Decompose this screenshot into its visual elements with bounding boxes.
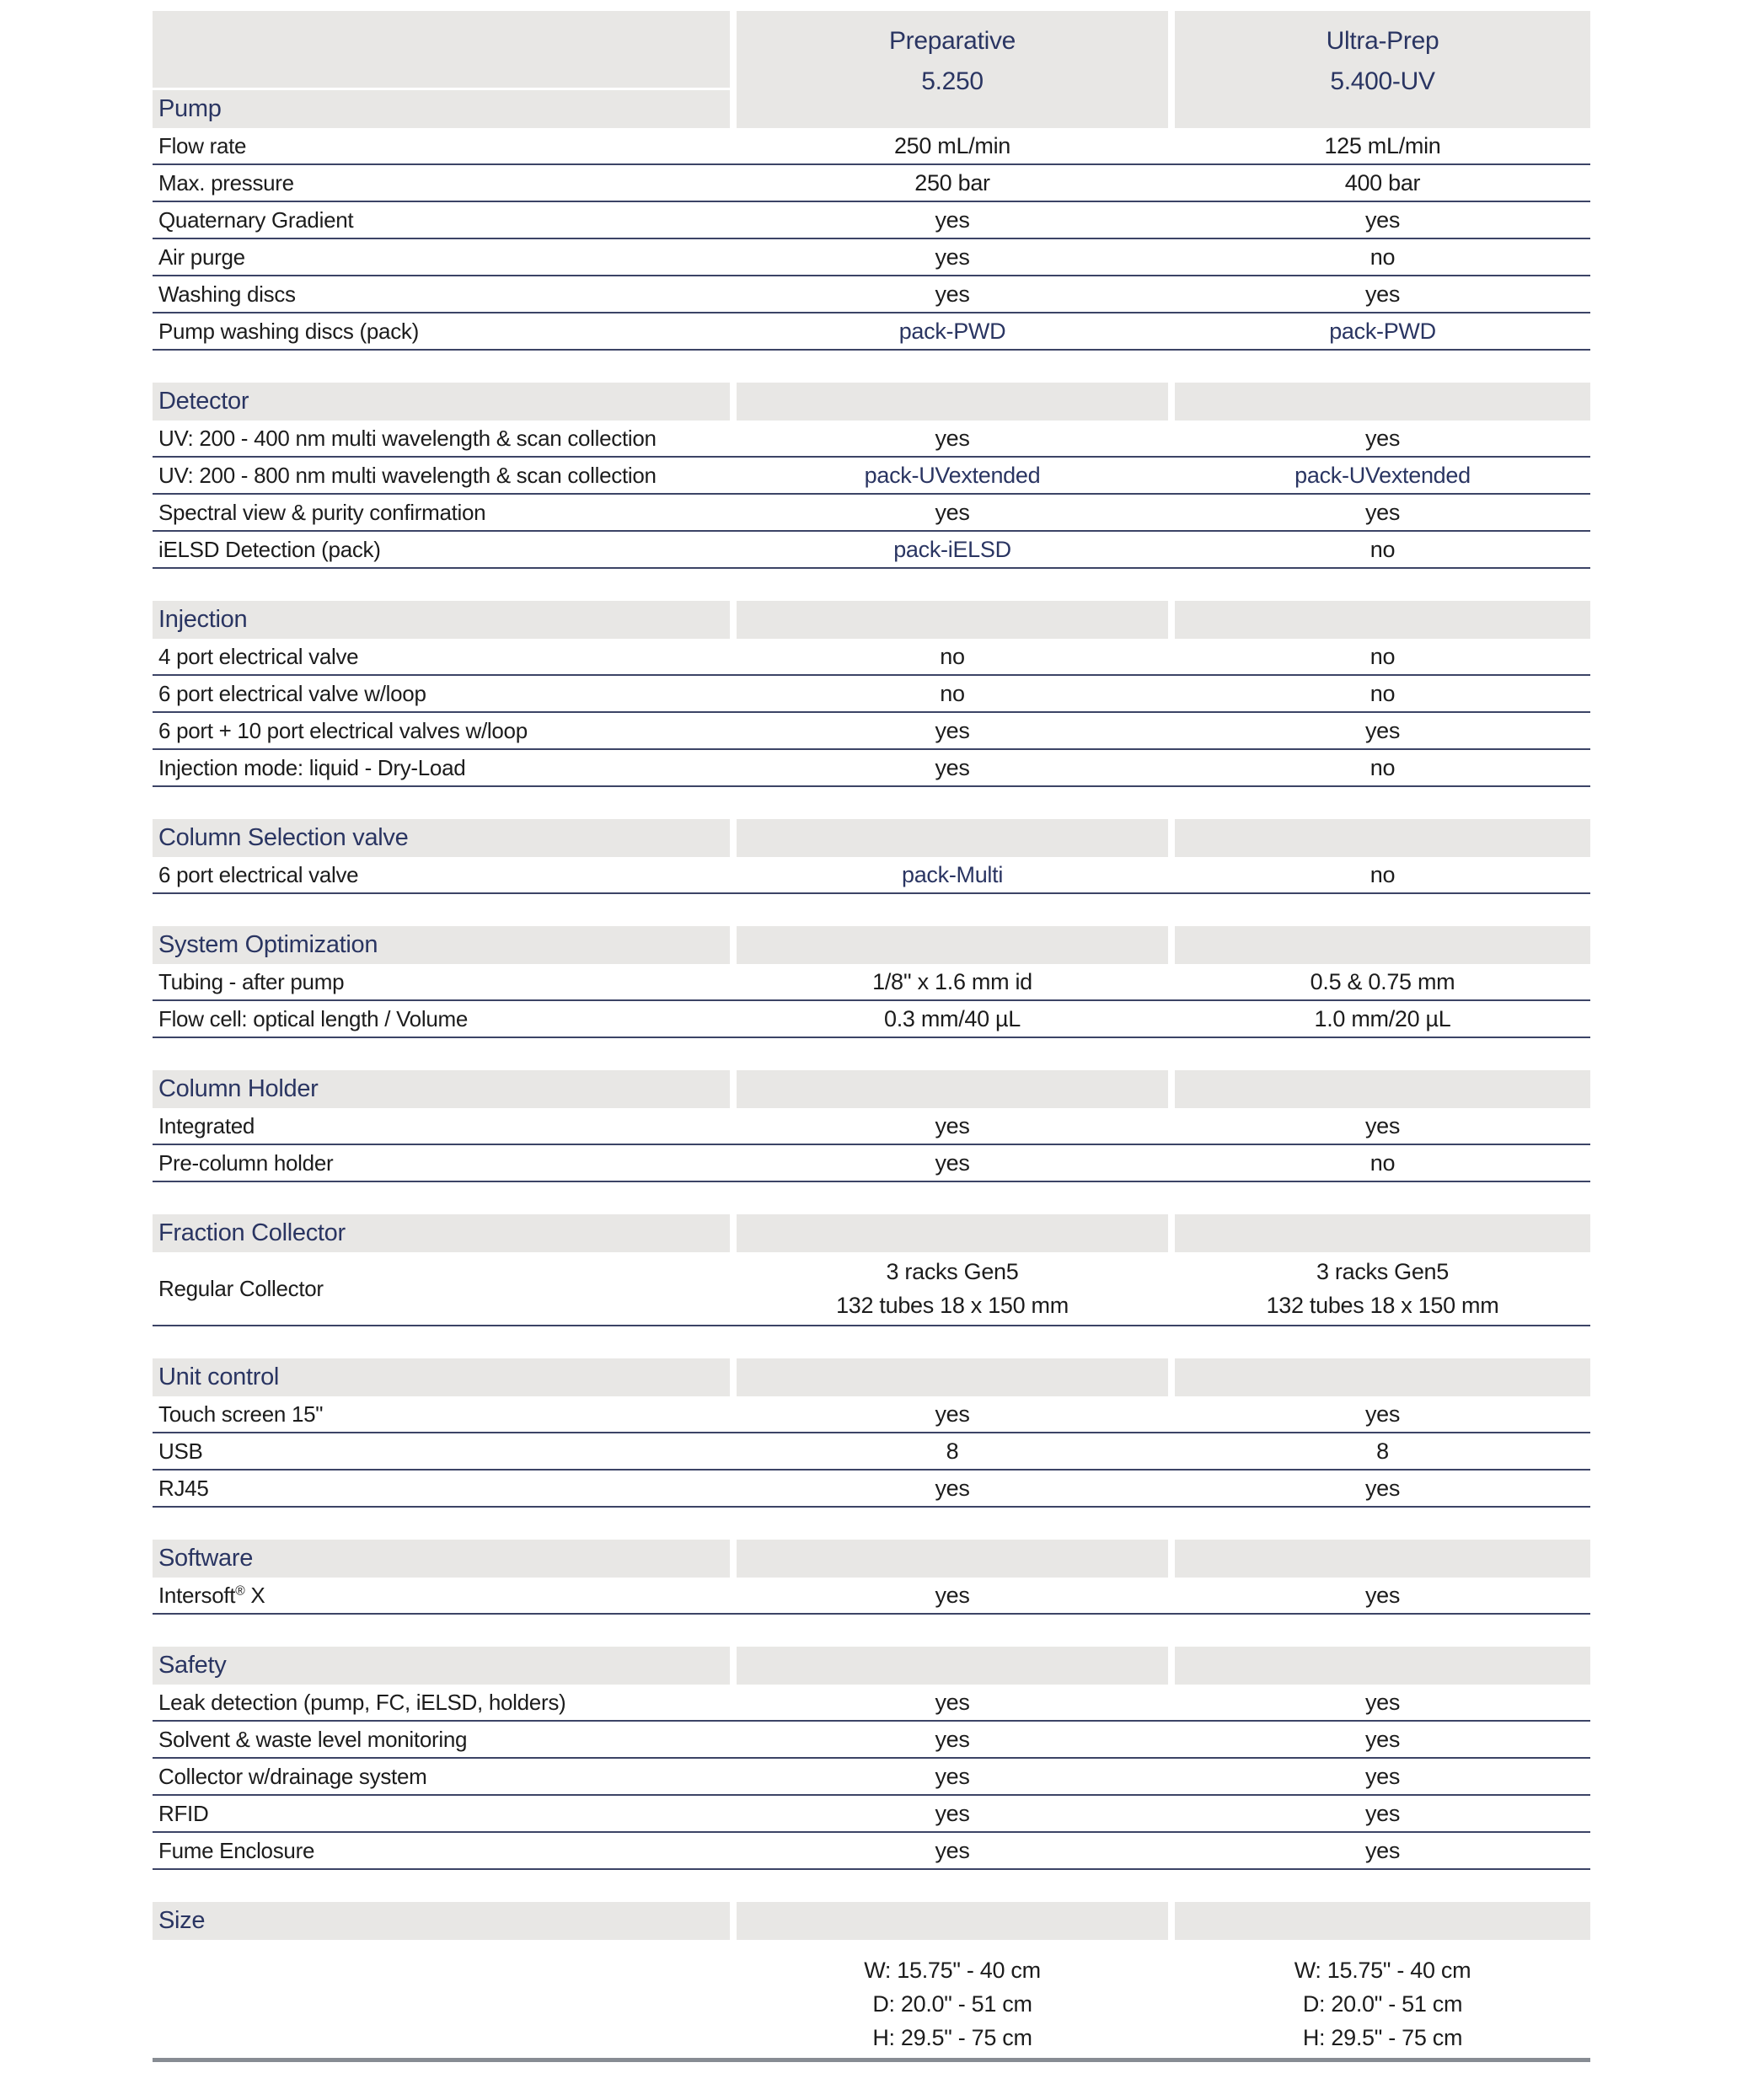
spec-row-usb: [153, 1433, 1590, 1471]
spec-row-blank: [153, 1940, 1590, 2062]
value-line: H: 29.5" - 75 cm: [1302, 2025, 1463, 2050]
row-value: [1175, 1797, 1590, 1830]
row-value: [737, 1002, 1168, 1036]
column-title-line1: Preparative: [888, 27, 1016, 55]
value-line: 1/8'' x 1.6 mm id: [872, 969, 1032, 994]
value-line: no: [1369, 681, 1396, 706]
value-line: yes: [1364, 1401, 1401, 1427]
spec-row-collector-w-drainage-system: [153, 1759, 1590, 1796]
section-gap: [153, 1508, 1590, 1540]
value-line: H: 29.5" - 75 cm: [872, 2025, 1032, 2050]
value-line: pack-PWD: [898, 319, 1006, 344]
row-value: [1175, 858, 1590, 892]
registered-mark: ®: [235, 1583, 245, 1598]
row-value: [737, 129, 1168, 163]
row-label: 6 port + 10 port electrical valves w/loop: [158, 717, 528, 743]
column-title-line2: 5.250: [921, 67, 984, 95]
section-gap: [153, 894, 1590, 926]
row-value: [1175, 129, 1590, 163]
section-bar-cell: [1175, 601, 1590, 639]
spec-row-washing-discs: [153, 276, 1590, 313]
row-value: [1175, 677, 1590, 710]
section-bar-cell: [1175, 1358, 1590, 1396]
spec-row-fume-enclosure: [153, 1833, 1590, 1870]
value-line: yes: [1364, 207, 1401, 233]
row-value: [737, 533, 1168, 566]
value-line: yes: [1364, 426, 1401, 451]
row-value: [1175, 640, 1590, 673]
value-line: yes: [1364, 1727, 1401, 1752]
section-bar-cell: [1175, 383, 1590, 421]
value-line: 132 tubes 18 x 150 mm: [1266, 1293, 1499, 1318]
table-header: [153, 11, 1590, 128]
spec-row-leak-detection-pump-fc-ielsd-holders: [153, 1685, 1590, 1722]
row-label: Collector w/drainage system: [158, 1763, 427, 1789]
spec-row-regular-collector: [153, 1252, 1590, 1326]
row-label: Tubing - after pump: [158, 968, 345, 994]
value-line: yes: [935, 281, 970, 307]
row-value: [1175, 277, 1590, 311]
value-line: no: [1369, 755, 1396, 780]
value-line: 250 mL/min: [893, 133, 1011, 158]
section-bar-cell: [737, 926, 1168, 964]
row-value: [737, 1397, 1168, 1431]
row-value: [737, 1834, 1168, 1867]
value-line: no: [1369, 644, 1396, 669]
value-line: yes: [935, 718, 970, 743]
value-line: yes: [935, 1801, 970, 1826]
section-title: Detector: [153, 383, 730, 421]
section-gap: [153, 1038, 1590, 1070]
row-value: [1175, 240, 1590, 274]
row-label: UV: 200 - 400 nm multi wavelength & scan collection: [158, 425, 657, 451]
spec-row-integrated: [153, 1108, 1590, 1145]
row-value: [737, 1578, 1168, 1612]
section-bar-cell: [737, 1070, 1168, 1108]
value-line: yes: [1364, 1583, 1401, 1608]
row-value: [737, 1940, 1168, 2054]
row-value: [1175, 1685, 1590, 1719]
column-title-line1: Ultra-Prep: [1326, 27, 1439, 55]
row-value: [1175, 1578, 1590, 1612]
value-line: no: [1369, 862, 1396, 887]
value-line: yes: [1364, 1764, 1401, 1789]
value-line: 400 bar: [1344, 170, 1421, 196]
spec-row-solvent-waste-level-monitoring: [153, 1722, 1590, 1759]
section-gap: [153, 351, 1590, 383]
value-line: no: [940, 681, 965, 706]
value-line: W: 15.75" - 40 cm: [1294, 1958, 1471, 1983]
section-bar-cell: [737, 1214, 1168, 1252]
section-gap: [153, 1326, 1590, 1358]
section-header-detector: [153, 383, 1590, 421]
row-label: Fume Enclosure: [158, 1837, 315, 1863]
row-label: Spectral view & purity confirmation: [158, 499, 486, 525]
section-header-size: [153, 1902, 1590, 1940]
section-title: Safety: [153, 1647, 730, 1685]
value-line: yes: [1364, 1113, 1401, 1138]
row-label: RFID: [158, 1800, 209, 1826]
section-bar-cell: [737, 1647, 1168, 1685]
row-value: [1175, 751, 1590, 785]
row-label: iELSD Detection (pack): [158, 536, 381, 562]
section-title: Unit control: [153, 1358, 730, 1396]
value-line: 125 mL/min: [1324, 133, 1441, 158]
section-header-fraction-collector: [153, 1214, 1590, 1252]
value-line: yes: [1364, 718, 1401, 743]
comparison-table: [153, 11, 1590, 2062]
row-value: [737, 203, 1168, 237]
value-line: D: 20.0" - 51 cm: [872, 1991, 1032, 2017]
row-value: [737, 965, 1168, 999]
row-label: 6 port electrical valve w/loop: [158, 680, 426, 706]
row-value: [1175, 203, 1590, 237]
row-label: Solvent & waste level monitoring: [158, 1726, 468, 1752]
row-value: [737, 240, 1168, 274]
row-value: [737, 1722, 1168, 1756]
row-label: Regular Collector: [158, 1275, 324, 1301]
section-bar-cell: [1175, 1902, 1590, 1940]
section-bar-cell: [737, 1902, 1168, 1940]
row-value: [1175, 965, 1590, 999]
row-value: [1175, 496, 1590, 529]
spec-row-flow-rate: [153, 128, 1590, 165]
value-line: pack-UVextended: [1294, 463, 1471, 488]
value-line: yes: [1364, 1690, 1401, 1715]
row-value: [1175, 1002, 1590, 1036]
row-value: [1175, 1255, 1590, 1322]
section-title: Injection: [153, 601, 730, 639]
row-value: [1175, 1434, 1590, 1468]
row-label: Air purge: [158, 244, 245, 270]
row-label: Injection mode: liquid - Dry-Load: [158, 754, 466, 780]
row-label: RJ45: [158, 1475, 209, 1501]
spec-row-injection-mode-liquid-dry-load: [153, 750, 1590, 787]
section-title: Pump: [158, 95, 222, 122]
value-line: no: [1369, 537, 1396, 562]
spec-row-tubing-after-pump: [153, 964, 1590, 1001]
section-header-pump: [153, 90, 730, 128]
section-bar-cell: [1175, 1647, 1590, 1685]
value-line: yes: [935, 244, 970, 270]
row-value: [737, 640, 1168, 673]
spec-row-touch-screen-15: [153, 1396, 1590, 1433]
value-line: D: 20.0" - 51 cm: [1302, 1991, 1463, 2017]
value-line: pack-PWD: [1329, 319, 1436, 344]
row-value: [737, 1255, 1168, 1322]
value-line: 132 tubes 18 x 150 mm: [836, 1293, 1069, 1318]
row-value: [1175, 1760, 1590, 1793]
value-line: yes: [1364, 281, 1401, 307]
section-header-software: [153, 1540, 1590, 1578]
row-value: [737, 1797, 1168, 1830]
section-bar-cell: [1175, 1540, 1590, 1578]
section-header-injection: [153, 601, 1590, 639]
row-value: [737, 751, 1168, 785]
value-line: yes: [1364, 500, 1401, 525]
row-value: [737, 277, 1168, 311]
value-line: yes: [935, 1764, 970, 1789]
section-bar-cell: [1175, 926, 1590, 964]
row-label: Max. pressure: [158, 169, 294, 196]
row-label: USB: [158, 1438, 203, 1464]
section-header-system-optimization: [153, 926, 1590, 964]
row-label: Pre-column holder: [158, 1149, 334, 1176]
row-value: [737, 677, 1168, 710]
row-value: [737, 714, 1168, 747]
spec-row-pre-column-holder: [153, 1145, 1590, 1182]
section-bar-cell: [1175, 819, 1590, 857]
row-value: [737, 1146, 1168, 1180]
row-value: [1175, 1834, 1590, 1867]
section-header-unit-control: [153, 1358, 1590, 1396]
value-line: yes: [935, 1583, 970, 1608]
value-line: no: [1369, 1150, 1396, 1176]
spec-row-4-port-electrical-valve: [153, 639, 1590, 676]
section-header-column-selection-valve: [153, 819, 1590, 857]
row-label: Washing discs: [158, 281, 296, 307]
value-line: yes: [935, 755, 970, 780]
row-label: Intersoft® X: [158, 1582, 265, 1608]
spec-row-intersoft-x: [153, 1578, 1590, 1615]
row-label: 6 port electrical valve: [158, 861, 359, 887]
row-value: [1175, 458, 1590, 492]
value-line: 1.0 mm/20 µL: [1314, 1006, 1451, 1031]
section-title: Fraction Collector: [153, 1214, 730, 1252]
section-gap: [153, 1615, 1590, 1647]
row-value: [1175, 1940, 1590, 2054]
spec-row-air-purge: [153, 239, 1590, 276]
section-gap: [153, 1870, 1590, 1902]
spec-row-spectral-view-purity-confirmation: [153, 495, 1590, 532]
value-line: 0.3 mm/40 µL: [883, 1006, 1021, 1031]
row-value: [1175, 1146, 1590, 1180]
row-value: [737, 496, 1168, 529]
value-line: 8: [946, 1438, 959, 1464]
row-label: UV: 200 - 800 nm multi wavelength & scan collection: [158, 462, 657, 488]
section-gap: [153, 787, 1590, 819]
section-gap: [153, 1182, 1590, 1214]
row-value: [1175, 1109, 1590, 1143]
row-value: [737, 1109, 1168, 1143]
value-line: yes: [1364, 1476, 1401, 1501]
value-line: pack-UVextended: [864, 463, 1041, 488]
spec-row-quaternary-gradient: [153, 202, 1590, 239]
spec-row-6-port-electrical-valve-w-loop: [153, 676, 1590, 713]
row-label: Leak detection (pump, FC, iELSD, holders): [158, 1689, 566, 1715]
value-line: 3 racks Gen5: [1316, 1259, 1449, 1284]
section-bar-cell: [737, 383, 1168, 421]
row-value: [1175, 314, 1590, 348]
row-label: Pump washing discs (pack): [158, 318, 419, 344]
spec-row-uv-200-400-nm-multi-wavelength-scan-collection: [153, 421, 1590, 458]
value-line: 8: [1376, 1438, 1389, 1464]
value-line: yes: [935, 1727, 970, 1752]
row-value: [1175, 533, 1590, 566]
spec-row-rfid: [153, 1796, 1590, 1833]
section-title: Size: [153, 1902, 730, 1940]
value-line: no: [1369, 244, 1396, 270]
value-line: yes: [935, 207, 970, 233]
section-gap: [153, 569, 1590, 601]
spec-row-flow-cell-optical-length-volume: [153, 1001, 1590, 1038]
row-value: [737, 1760, 1168, 1793]
row-value: [1175, 166, 1590, 200]
value-line: no: [940, 644, 965, 669]
section-bar-cell: [1175, 1070, 1590, 1108]
column-header-ultra-prep: [1175, 11, 1590, 128]
spec-row-ielsd-detection-pack: [153, 532, 1590, 569]
spec-row-6-port-10-port-electrical-valves-w-loop: [153, 713, 1590, 750]
value-line: yes: [935, 426, 970, 451]
value-line: yes: [935, 1690, 970, 1715]
value-line: pack-Multi: [901, 862, 1004, 887]
row-value: [737, 166, 1168, 200]
row-label: Integrated: [158, 1112, 255, 1138]
section-title: Column Selection valve: [153, 819, 730, 857]
value-line: yes: [935, 1838, 970, 1863]
section-header-safety: [153, 1647, 1590, 1685]
value-line: 3 racks Gen5: [886, 1259, 1019, 1284]
section-bar-cell: [737, 601, 1168, 639]
value-line: W: 15.75" - 40 cm: [864, 1958, 1041, 1983]
row-value: [737, 458, 1168, 492]
row-value: [737, 1471, 1168, 1505]
value-line: yes: [935, 1401, 970, 1427]
spec-row-rj45: [153, 1471, 1590, 1508]
value-line: yes: [935, 1150, 970, 1176]
section-title: System Optimization: [153, 926, 730, 964]
row-value: [737, 858, 1168, 892]
value-line: pack-iELSD: [893, 537, 1011, 562]
header-label-column: [153, 11, 730, 128]
row-value: [737, 1434, 1168, 1468]
value-line: yes: [1364, 1801, 1401, 1826]
spec-row-max-pressure: [153, 165, 1590, 202]
row-value: [737, 421, 1168, 455]
row-label: Flow cell: optical length / Volume: [158, 1005, 468, 1031]
section-title: Column Holder: [153, 1070, 730, 1108]
row-value: [1175, 421, 1590, 455]
row-label: Flow rate: [158, 132, 247, 158]
row-value: [1175, 1722, 1590, 1756]
row-label: Quaternary Gradient: [158, 206, 354, 233]
value-line: 0.5 & 0.75 mm: [1310, 969, 1455, 994]
column-title-line2: 5.400-UV: [1330, 67, 1435, 95]
spec-row-6-port-electrical-valve: [153, 857, 1590, 894]
value-line: yes: [935, 1113, 970, 1138]
row-value: [1175, 1397, 1590, 1431]
row-label: 4 port electrical valve: [158, 643, 359, 669]
spec-row-pump-washing-discs-pack: [153, 313, 1590, 351]
section-bar-cell: [737, 1358, 1168, 1396]
table-body: [153, 128, 1590, 2062]
spec-row-uv-200-800-nm-multi-wavelength-scan-collection: [153, 458, 1590, 495]
header-spacer: [153, 11, 730, 88]
section-bar-cell: [737, 1540, 1168, 1578]
row-label: Touch screen 15": [158, 1401, 324, 1427]
column-header-preparative: [737, 11, 1168, 128]
row-value: [737, 1685, 1168, 1719]
value-line: 250 bar: [914, 170, 990, 196]
row-value: [1175, 714, 1590, 747]
section-bar-cell: [737, 819, 1168, 857]
value-line: yes: [935, 1476, 970, 1501]
section-bar-cell: [1175, 1214, 1590, 1252]
row-value: [1175, 1471, 1590, 1505]
row-value: [737, 314, 1168, 348]
section-header-column-holder: [153, 1070, 1590, 1108]
value-line: yes: [1364, 1838, 1401, 1863]
value-line: yes: [935, 500, 970, 525]
section-title: Software: [153, 1540, 730, 1578]
